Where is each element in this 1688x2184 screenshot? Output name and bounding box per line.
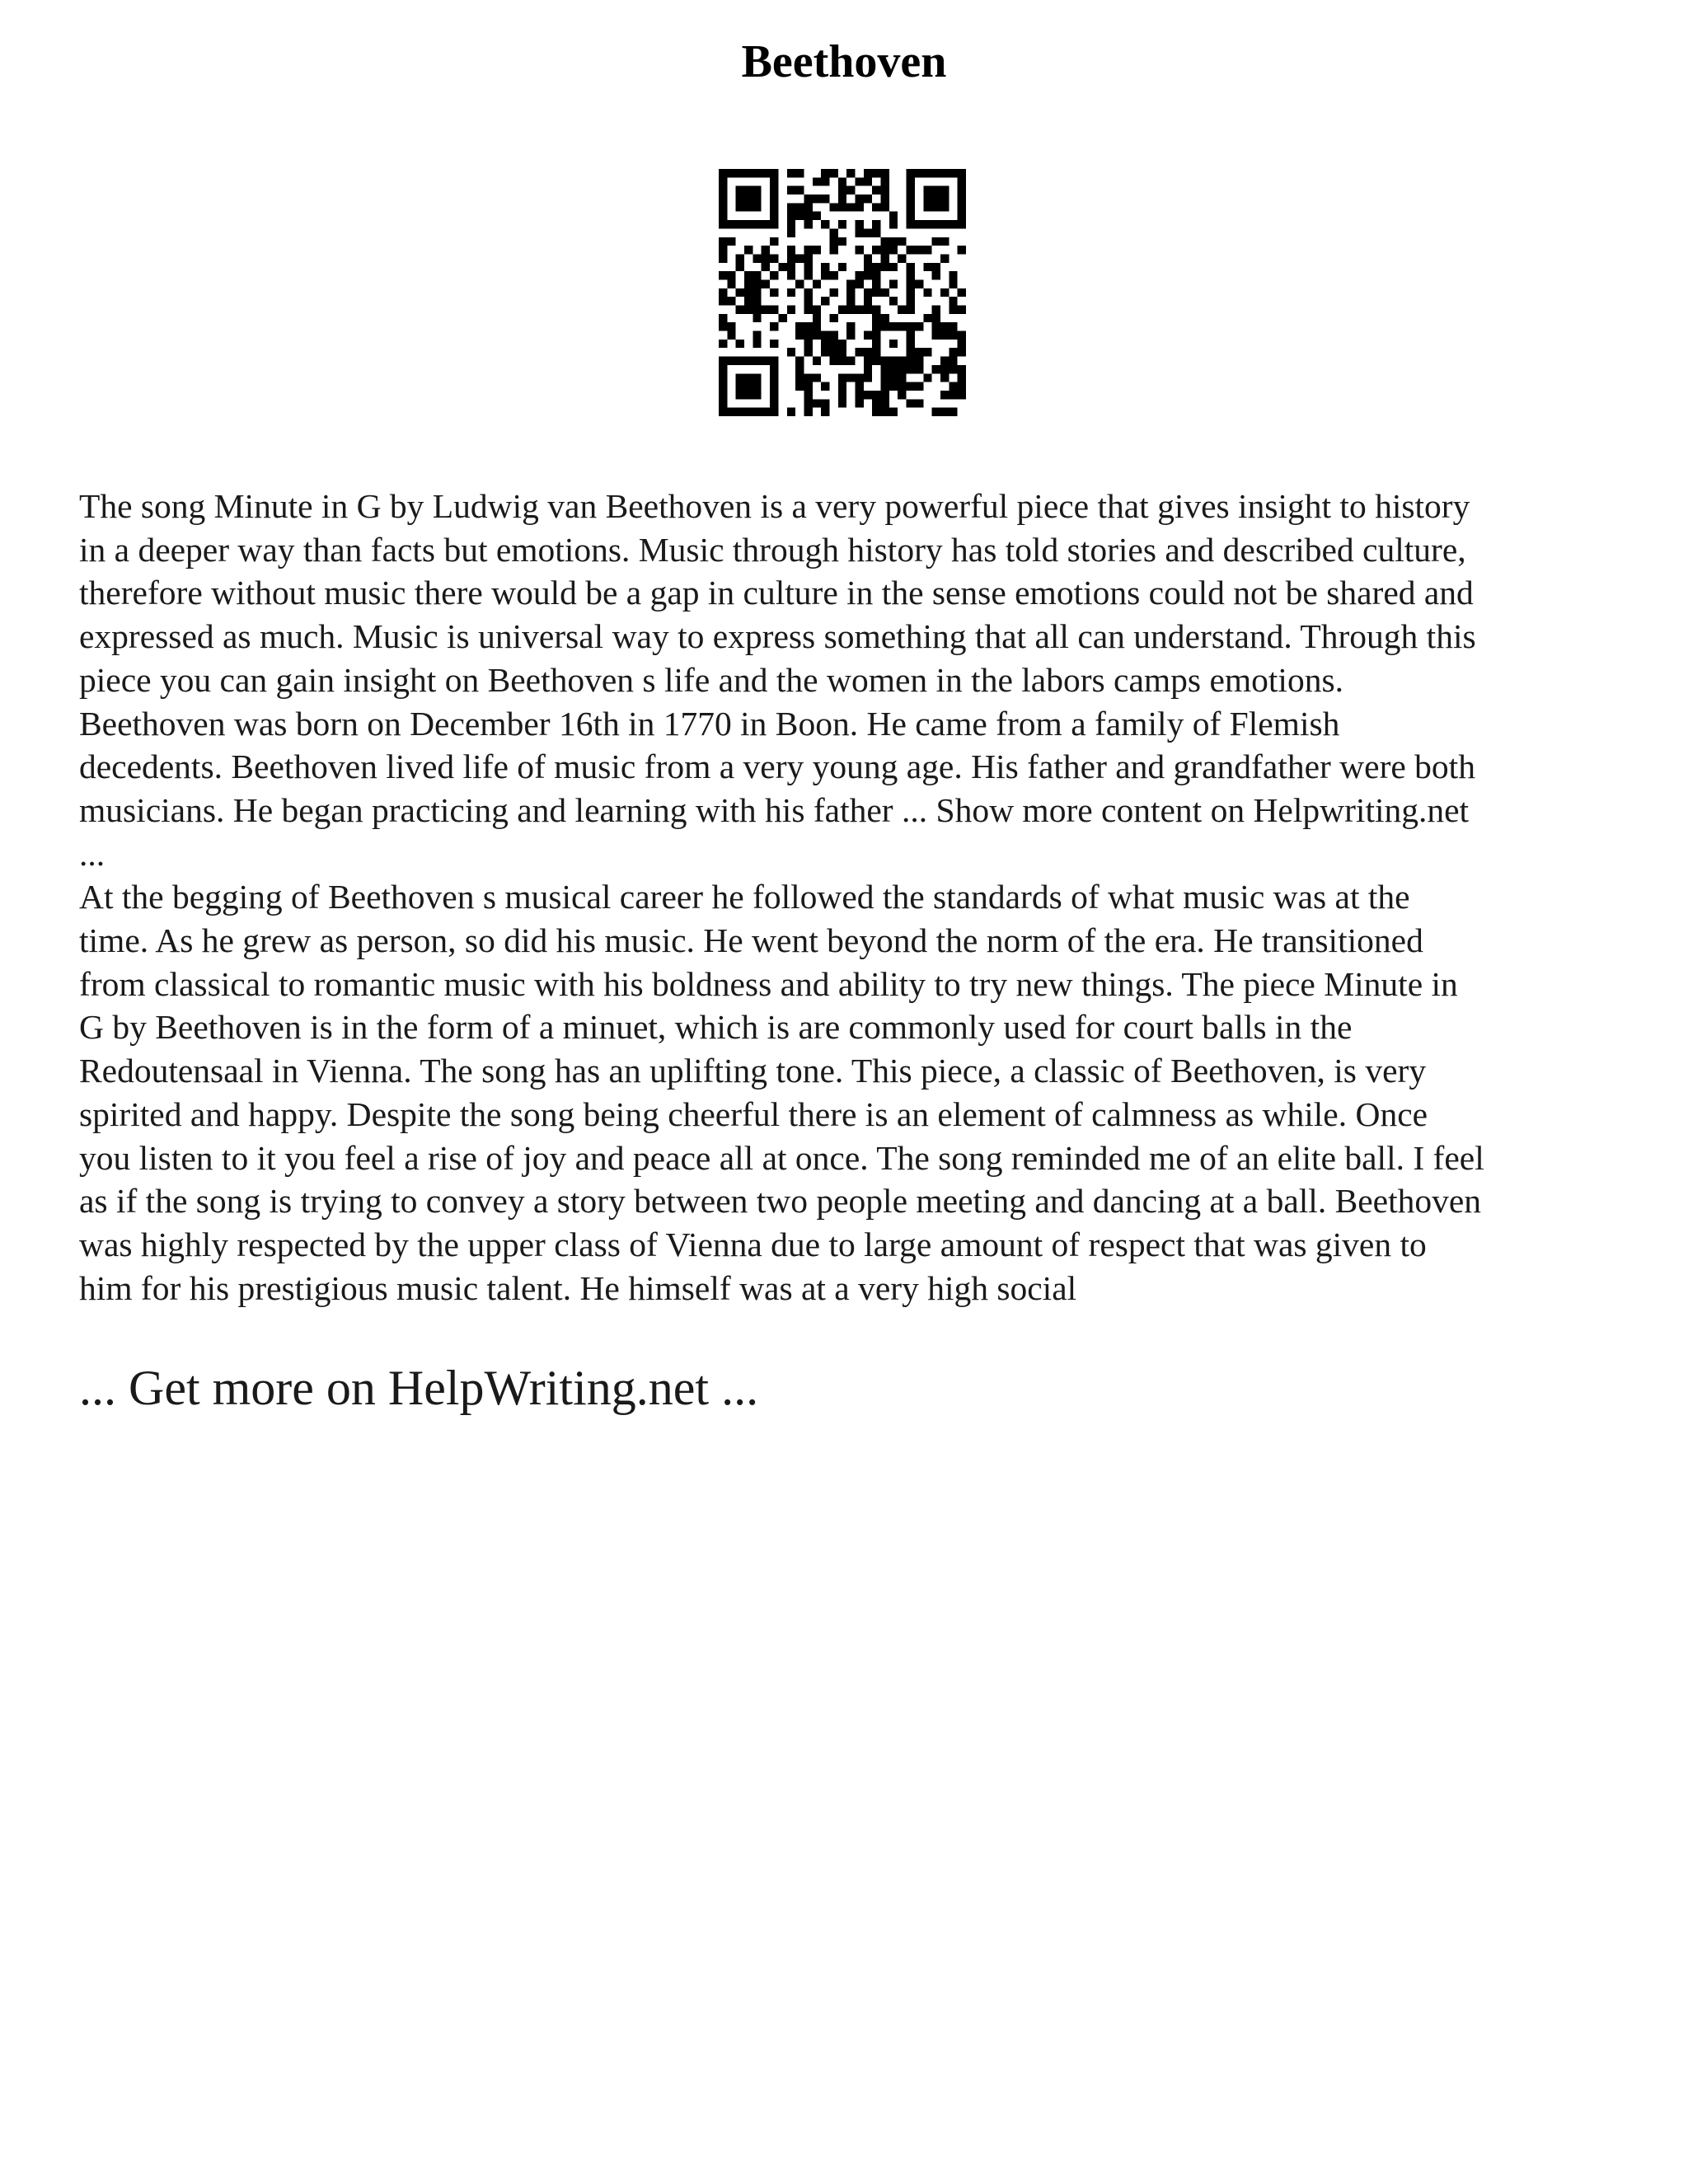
paragraph: At the begging of Beethoven s musical career he followed the standards of what music was at the time. As he grew as person, so did his music. He went beyond the norm of the era. He transitioned from classical to romantic music with his boldness and ability to try new things. The piece Minute in G by Beethoven is in the form of a minuet, which is are commonly used for court balls in the Redoutensaal in Vienna. The song has an uplifting tone. This piece, a classic of Beethoven, is very spirited and happy. Despite the song being cheerful there is an element of calmness as while. Once you listen to it you feel a rise of joy and peace all at once. The song reminded me of an elite ball. I feel as if the song is trying to convey a story between two people meeting and dancing at a ball. Beethoven was highly respected by the upper class of Vienna due to large amount of respect that was given to him for his prestigious music talent. He himself was at a very high social [79,878,1484,1307]
document-title: Beethoven [741,36,947,87]
paragraph: The song Minute in G by Ludwig van Beethoven is a very powerful piece that gives insight to history in a deeper way than facts but emotions. Music through history has told stories and described culture, therefore without music there would be a gap in culture in the sense emotions could not be shared and expressed as much. Music is universal way to express something that all can understand. Through this piece you can gain insight on Beethoven s life and the women in the labors camps emotions. Beethoven was born on December 16th in 1770 in Boon. He came from a family of Flemish decedents. Beethoven lived life of music from a very young age. His father and grandfather were both musicians. He began practicing and learning with his father ... Show more content on Helpwriting.net ... [79,487,1476,873]
get-more-link[interactable]: ... Get more on HelpWriting.net ... [79,1361,759,1415]
article-body [79,485,1629,1310]
qr-code-image [719,169,966,416]
